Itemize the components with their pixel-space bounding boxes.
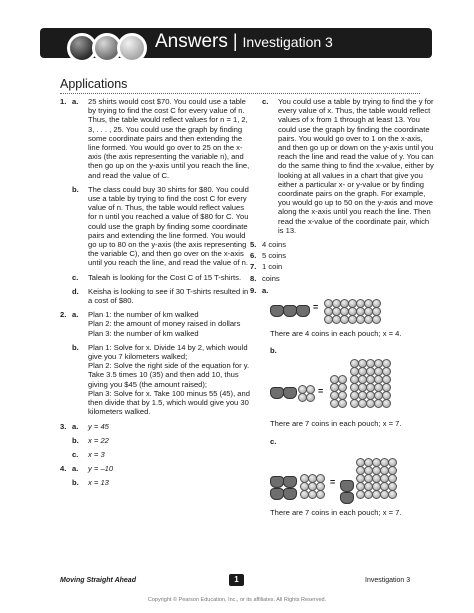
coin-icon (382, 399, 391, 408)
answer-text: 25 shirts would cost $70. You could use a table by trying to find the cost C for every value of n. Thus, the table would reflect values for n = 1, 2, 3, . . . , 25. You could use the graph by finding some coordinate pairs and then extending the line formed. You would go over to 25 on the x-axis (the axis representing the variable n), and then go up on the y-axis until you reach the line, and read the value of C. (88, 97, 250, 180)
pouch-icon (270, 476, 284, 488)
pouch-icon (283, 476, 297, 488)
answer-item: c. Taleah is looking for the Cost C of 15 T-shirts. (60, 273, 250, 282)
coin-icon (306, 393, 315, 402)
right-column (250, 97, 435, 525)
answer-item: d. Keisha is looking to see if 30 T-shirts resulted in a cost of $80. (72, 286, 249, 306)
equals-sign: = (330, 476, 336, 487)
answer-text: coins (262, 273, 280, 283)
page-number: 1 (229, 574, 244, 586)
pouch-icon (296, 305, 310, 317)
equals-sign: = (318, 386, 324, 397)
answer-text: 1 coin (262, 262, 283, 272)
diagram-caption: There are 7 coins in each pouch; x = 7. (270, 419, 402, 429)
answer-text: x = 3 (88, 449, 105, 459)
left-column (60, 97, 250, 493)
answer-item: 5. 4 coins (250, 240, 435, 249)
answer-item: b. x = 22 (60, 436, 250, 445)
answer-text: You could use a table by trying to find the y for every value of x. Thus, the table would reflect values of x from 1 through at least 13. You could use the graph by finding the coordinate pairs. You would go over to 1 on the x-axis, and then go up or down on the y-axis until you reach the line and read the value of y. You can do the same thing to find the x-value, either by looking at all values in a chart that give you either a particular x- or y-value or by finding coordinate pairs on the graph. For example, you would go up to 50 on the y-axis and move along the x-axis until you reach the line. Then read the x-value of the coordinate pair, which is 13. (278, 97, 434, 235)
section-divider (60, 93, 420, 94)
pouch-icon (283, 305, 297, 317)
answer-text: Taleah is looking for the Cost C of 15 T-shirts. (88, 272, 242, 282)
pouch-icon (270, 387, 284, 399)
pouch-icon (283, 387, 297, 399)
answer-item: b. (270, 346, 277, 356)
coin-icon (388, 490, 397, 499)
answer-item: b. Plan 1: Solve for x. Divide 14 by 2, which would give you 7 kilometers walked; Plan 2: Solve the right side of the equation for y. Take 3.5 times 10 (35) and then add 10, thus giving you $45 (the amount raised); Plan 3: Solve for x. Take 100 minus 55 (45), and then divide that by 1.5, which would give you 30 kilometers walked. (72, 342, 250, 417)
answer-item: b. The class could buy 30 shirts for $80. You could use a table by trying to find the cost C for every value of n. Thus, the table would reflect values for n until you reached a value of $80 for C. You could use the graph by finding some coordinate pairs and extending the line formed. You would go up to 80 on the y-axis (the axis representing the variable C), and then go over on the x-axis until you reach the line, and read the value of n. (72, 184, 249, 268)
answer-item: 6. 5 coins (250, 251, 435, 260)
answer-item: 3. a. y = 45 (60, 422, 250, 431)
answer-item: 4. a. y = –10 (60, 464, 250, 473)
pouch-icon (270, 305, 284, 317)
answer-item: 1. a. 25 shirts would cost $70. You could use a table by trying to find the cost C for every value of n. Thus, the table would reflect values for n = 1, 2, 3, . . . , 25. You could use the graph by finding some coordinate pairs and then extending the line formed. You would go over to 25 on the x-axis (the axis representing the variable n), and then go up on the y-axis until you reach the line, and read the value of C. (60, 97, 250, 180)
answer-item: 2. a. Plan 1: the number of km walked Plan 2: the amount of money raised in dollars Plan 3: the number of km walked (60, 310, 250, 338)
answer-text: y = –10 (88, 464, 114, 474)
answer-text: x = 13 (88, 478, 109, 488)
answer-item: 7. 1 coin (250, 262, 435, 271)
diagram-caption: There are 4 coins in each pouch; x = 4. (270, 329, 402, 339)
coin-icon (338, 399, 347, 408)
coin-diagram-a (270, 297, 435, 325)
page-header: Answers | Investigation 3 (155, 31, 333, 52)
footer-book-title: Moving Straight Ahead (60, 577, 136, 584)
pouch-icon (340, 480, 354, 492)
answer-item: 9. a. (250, 285, 269, 295)
answer-text: y = 45 (88, 421, 109, 431)
answer-text: Keisha is looking to see if 30 T-shirts resulted in a cost of $80. (88, 286, 249, 306)
answer-text: 4 coins (262, 240, 287, 250)
equals-sign: = (313, 302, 319, 313)
answer-item: b. x = 13 (60, 478, 250, 487)
header-title: Answers (155, 31, 228, 52)
header-subtitle: Investigation 3 (242, 34, 333, 50)
answer-text: x = 22 (88, 435, 109, 445)
answer-item: 8. coins (250, 274, 435, 283)
answer-text: Plan 1: Solve for x. Divide 14 by 2, which would give you 7 kilometers walked; Plan 2: Solve the right side of the equation for y. Take 3.5 times 10 (35) and then add 10, thus giving you $45 (the amount raised); Plan 3: Solve for x. Take 100 minus 55 (45), and then divide that by 1.5, which would give you 30 kilometers walked. (88, 342, 250, 417)
copyright-notice: Copyright © Pearson Education, Inc., or its affiliates. All Rights Reserved. (147, 597, 327, 603)
coin-icon (372, 315, 381, 324)
coin-diagram-b (270, 357, 435, 415)
pouch-icon (283, 488, 297, 500)
answer-text: 5 coins (262, 251, 287, 261)
answer-item: c. (270, 436, 277, 446)
answer-item: c. x = 3 (60, 450, 250, 459)
answer-text: The class could buy 30 shirts for $80. You could use a table by trying to find the cost C for every value of n. Thus, the table would reflect values for n until you reached a value of $80 for C. You could use the graph by finding some coordinate pairs and extending the line formed. You would go up to 80 on the y-axis (the axis representing the variable C), and then go over on the x-axis until you reach the line, and read the value of n. (88, 184, 249, 268)
header-circle-icon (117, 33, 147, 63)
answer-item: c. You could use a table by trying to find the y for every value of x. Thus, the table would reflect values of x from 1 through at least 13. You could use the graph by finding the coordinate pairs. You would go over to 1 on the x-axis, and then go up or down on the y-axis until you reach the line and read the value of y. You can do the same thing to find the x-value, either by looking at all values in a chart that give you either a particular x- or y-value or by finding coordinate pairs on the graph. For example, you would go up to 50 on the y-axis and move along the x-axis until you reach the line. Then read the x-value of the coordinate pair, which is 13. (262, 97, 434, 235)
section-title: Applications (60, 77, 128, 91)
coin-diagram-c (270, 448, 435, 504)
pouch-icon (270, 488, 284, 500)
footer-investigation: Investigation 3 (365, 577, 411, 584)
pouch-icon (340, 492, 354, 504)
coin-icon (316, 490, 325, 499)
answer-text: Plan 1: the number of km walked Plan 2: the amount of money raised in dollars Plan 3: the number of km walked (88, 310, 241, 338)
diagram-caption: There are 7 coins in each pouch; x = 7. (270, 507, 402, 517)
